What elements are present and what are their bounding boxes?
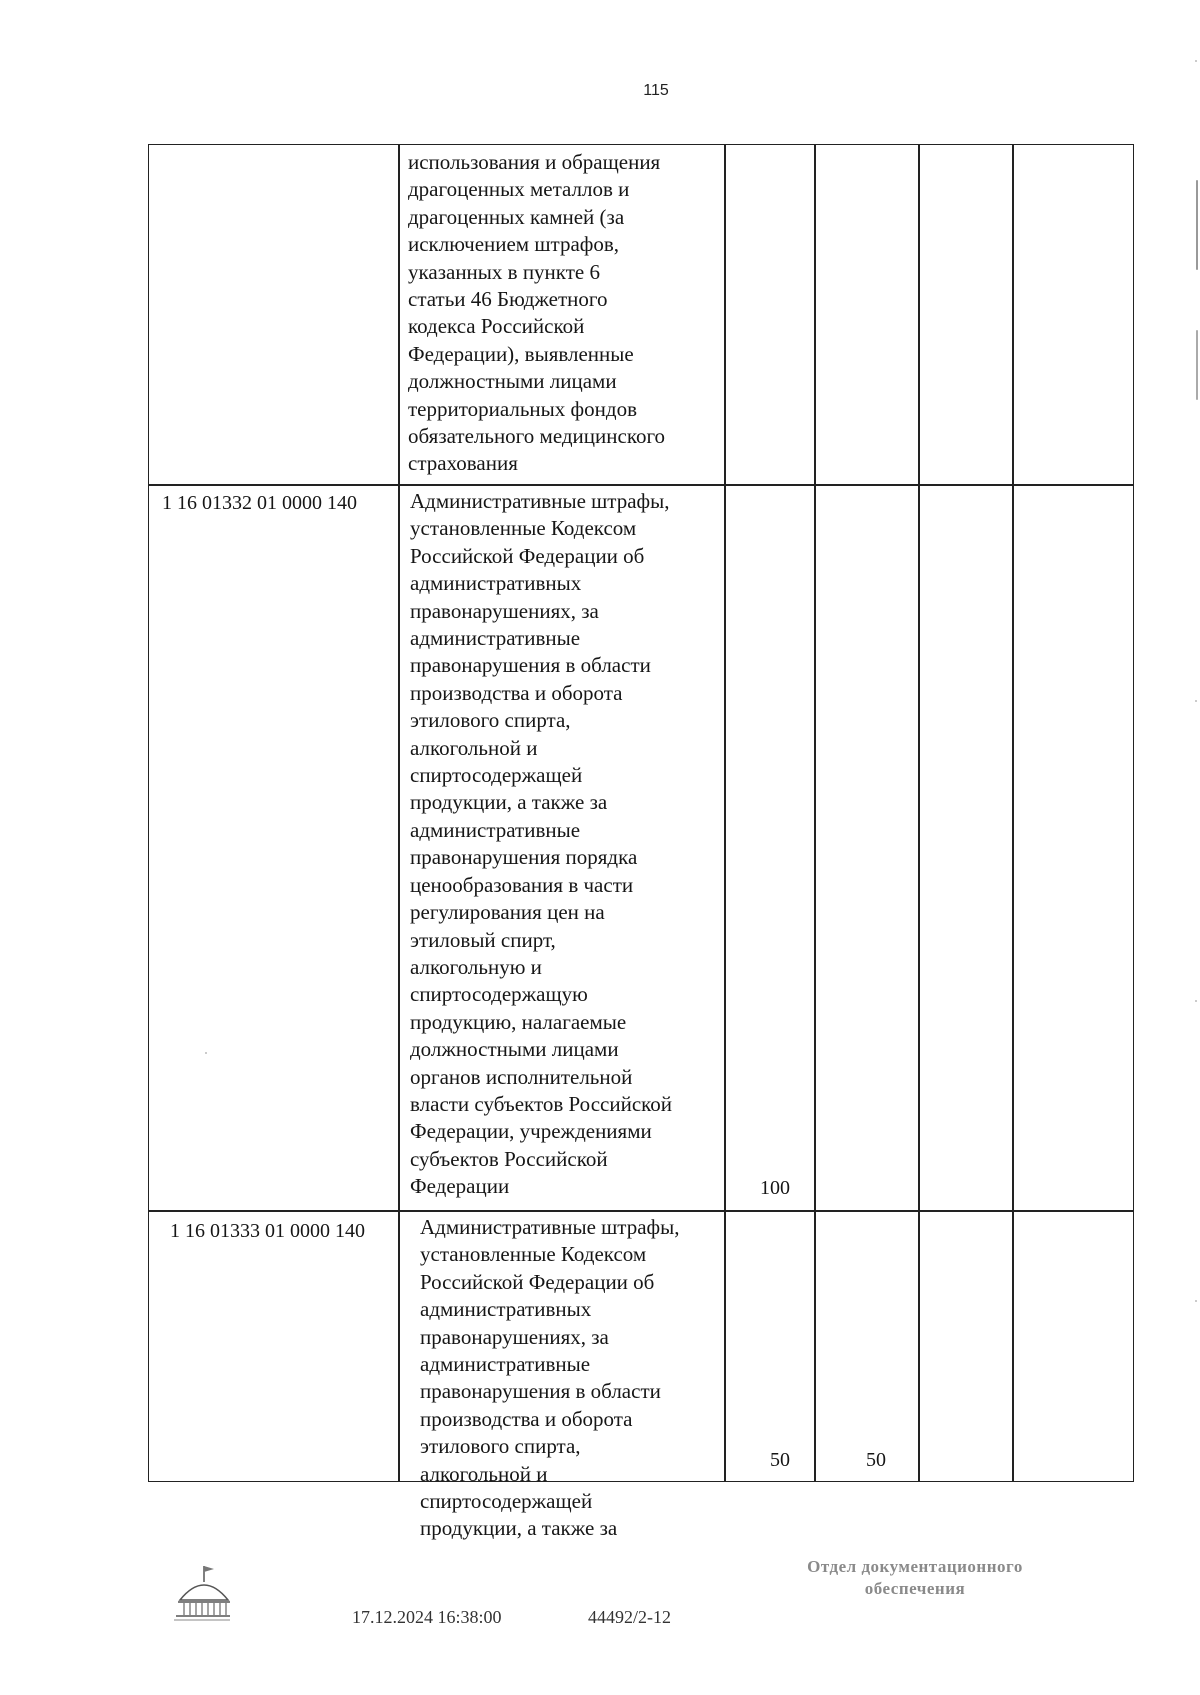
row-value-col3: 50 <box>770 1449 790 1471</box>
scan-artifact <box>1195 700 1197 702</box>
col-separator <box>724 144 726 1482</box>
row-value-col4: 50 <box>866 1449 886 1471</box>
col-separator <box>398 144 400 1482</box>
stamp-line-2: обеспечения <box>864 1579 966 1598</box>
row-description: Административные штрафы, установленные Кодексом Российской Федерации об административных правонарушениях, за административные правонарушения в области производства и оборота этилового спирта, алкогольной и спиртосодержащей продукции, а также за <box>420 1215 680 1541</box>
col-separator <box>814 144 816 1482</box>
scan-artifact <box>1195 1300 1197 1302</box>
row-description: использования и обращения драгоценных металлов и драгоценных камней (за исключением штрафов, указанных в пункте 6 статьи 46 Бюджетного кодекса Российской Федерации), выявленные должностными лицами территориальных фондов обязательного медицинского страхования <box>408 150 666 476</box>
row-description: Административные штрафы, установленные Кодексом Российской Федерации об административных правонарушениях, за административные правонарушения в области производства и оборота этилового спирта, алкогольной и спиртосодержащей продукции, а также за административные правонарушения порядка ценообразования в части регулирования цен на этиловый спирт, алкогольную и спиртосодержащую продукцию, налагаемые должностными лицами органов исполнительной власти субъектов Российской Федерации, учреждениями субъектов Российской Федерации <box>410 489 673 1199</box>
scan-artifact <box>1196 330 1198 400</box>
footer-reg-number: 44492/2-12 <box>588 1607 671 1627</box>
row-value-col3: 100 <box>760 1177 790 1199</box>
col-separator <box>918 144 920 1482</box>
scan-artifact <box>205 1052 207 1054</box>
row-separator <box>148 1210 1134 1212</box>
page-number: 115 <box>643 82 669 99</box>
row-code: 1 16 01332 01 0000 140 <box>162 492 357 514</box>
scan-artifact <box>1195 60 1197 62</box>
row-code: 1 16 01333 01 0000 140 <box>170 1220 365 1242</box>
scan-artifact <box>1195 1000 1197 1002</box>
footer-datetime: 17.12.2024 16:38:00 <box>352 1607 502 1627</box>
department-stamp <box>765 1556 1065 1600</box>
row-separator <box>148 484 1134 486</box>
duma-logo-icon <box>170 1562 230 1624</box>
stamp-line-1: Отдел документационного <box>807 1557 1023 1576</box>
scan-artifact <box>1196 180 1198 270</box>
col-separator <box>1012 144 1014 1482</box>
